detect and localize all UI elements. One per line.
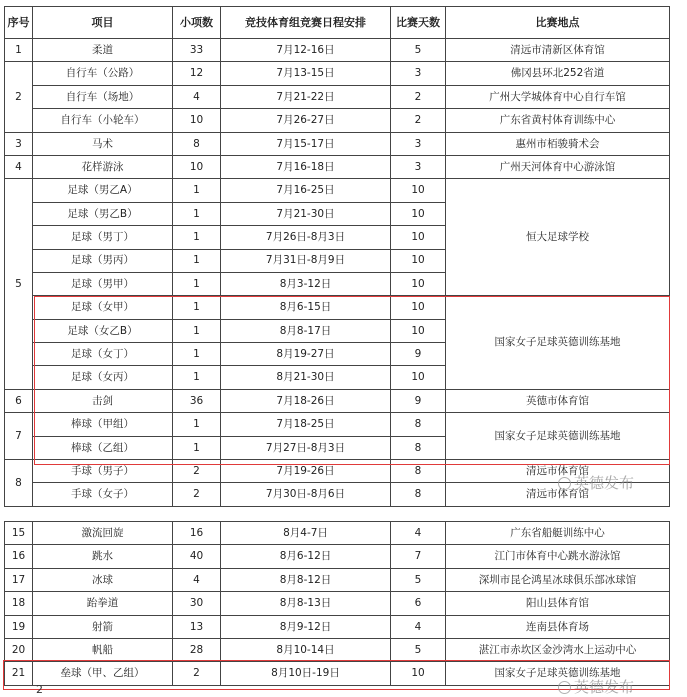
cell-venue: 清远市清新区体育馆	[446, 39, 670, 62]
watermark-text: 英德发布	[574, 474, 635, 492]
header-venue: 比赛地点	[446, 7, 670, 39]
cell-sub: 1	[173, 436, 221, 459]
cell-days: 4	[391, 522, 446, 545]
cell-event: 手球（男子）	[33, 460, 173, 483]
cell-days: 10	[391, 226, 446, 249]
cell-sub: 1	[173, 296, 221, 319]
cell-event: 足球（男乙A）	[33, 179, 173, 202]
cell-schedule: 7月12-16日	[221, 39, 391, 62]
cell-no: 20	[5, 638, 33, 661]
cell-schedule: 7月13-15日	[221, 62, 391, 85]
table-row	[5, 85, 670, 108]
cell-venue: 英德市体育馆	[446, 389, 670, 412]
cell-venue: 湛江市赤坎区金沙湾水上运动中心	[446, 638, 670, 661]
highlight-box-women-football	[34, 296, 670, 465]
cell-days: 2	[391, 109, 446, 132]
cell-days: 3	[391, 62, 446, 85]
cell-event: 足球（女乙B）	[33, 319, 173, 342]
cell-event: 射箭	[33, 615, 173, 638]
table-row	[5, 132, 670, 155]
cell-event: 击剑	[33, 389, 173, 412]
page-number-fragment: 2	[36, 683, 43, 696]
cell-days: 9	[391, 389, 446, 412]
cell-no: 3	[5, 132, 33, 155]
cell-days: 10	[391, 179, 446, 202]
cell-schedule: 8月9-12日	[221, 615, 391, 638]
header-no: 序号	[5, 7, 33, 39]
cell-schedule: 8月8-12日	[221, 568, 391, 591]
table-row	[5, 615, 670, 638]
cell-schedule: 7月16-25日	[221, 179, 391, 202]
cell-sub: 30	[173, 592, 221, 615]
cell-schedule: 7月26-27日	[221, 109, 391, 132]
cell-sub: 1	[173, 202, 221, 225]
cell-schedule: 7月15-17日	[221, 132, 391, 155]
cell-sub: 8	[173, 132, 221, 155]
cell-sub: 40	[173, 545, 221, 568]
cell-event: 跆拳道	[33, 592, 173, 615]
table-row	[5, 39, 670, 62]
header-days: 比赛天数	[391, 7, 446, 39]
table-row	[5, 179, 670, 202]
cell-days: 6	[391, 592, 446, 615]
cell-sub: 2	[173, 460, 221, 483]
cell-sub: 10	[173, 155, 221, 178]
cell-event: 足球（女甲）	[33, 296, 173, 319]
cell-event: 足球（男丁）	[33, 226, 173, 249]
cell-sub: 2	[173, 483, 221, 506]
cell-sub: 13	[173, 615, 221, 638]
cell-days: 10	[391, 296, 446, 319]
cell-schedule: 7月31日-8月9日	[221, 249, 391, 272]
table-row	[5, 522, 670, 545]
header-schedule: 竞技体育组竞赛日程安排	[221, 7, 391, 39]
cell-days: 8	[391, 460, 446, 483]
cell-venue: 江门市体育中心跳水游泳馆	[446, 545, 670, 568]
cell-schedule: 8月19-27日	[221, 343, 391, 366]
cell-no: 5	[5, 179, 33, 390]
cell-no: 21	[5, 662, 33, 685]
table-row	[5, 155, 670, 178]
table-row	[5, 592, 670, 615]
cell-venue: 广东省船艇训练中心	[446, 522, 670, 545]
cell-days: 10	[391, 366, 446, 389]
cell-venue: 阳山县体育馆	[446, 592, 670, 615]
cell-days: 5	[391, 638, 446, 661]
cell-event: 足球（男丙）	[33, 249, 173, 272]
cell-no: 2	[5, 62, 33, 132]
cell-days: 10	[391, 662, 446, 685]
cell-event: 柔道	[33, 39, 173, 62]
cell-venue: 国家女子足球英德训练基地	[446, 662, 670, 685]
cell-days: 10	[391, 249, 446, 272]
cell-venue: 佛冈县环北252省道	[446, 62, 670, 85]
cell-schedule: 8月8-17日	[221, 319, 391, 342]
cell-event: 自行车（场地）	[33, 85, 173, 108]
cell-no: 16	[5, 545, 33, 568]
cell-schedule: 7月30日-8月6日	[221, 483, 391, 506]
cell-schedule: 7月18-26日	[221, 389, 391, 412]
cell-schedule: 7月21-30日	[221, 202, 391, 225]
cell-sub: 33	[173, 39, 221, 62]
cell-sub: 28	[173, 638, 221, 661]
cell-schedule: 7月26日-8月3日	[221, 226, 391, 249]
cell-schedule: 8月3-12日	[221, 272, 391, 295]
cell-sub: 1	[173, 249, 221, 272]
cell-event: 花样游泳	[33, 155, 173, 178]
cell-schedule: 8月21-30日	[221, 366, 391, 389]
cell-no: 19	[5, 615, 33, 638]
cell-venue-merged: 国家女子足球英德训练基地	[446, 296, 670, 390]
cell-no: 15	[5, 522, 33, 545]
cell-days: 5	[391, 568, 446, 591]
cell-schedule: 8月6-12日	[221, 545, 391, 568]
table-row	[5, 109, 670, 132]
cell-venue: 清远市体育馆	[446, 483, 670, 506]
cell-schedule: 8月10日-19日	[221, 662, 391, 685]
cell-event: 帆船	[33, 638, 173, 661]
cell-days: 8	[391, 413, 446, 436]
cell-event: 手球（女子）	[33, 483, 173, 506]
cell-sub: 1	[173, 343, 221, 366]
cell-days: 5	[391, 39, 446, 62]
cell-days: 3	[391, 155, 446, 178]
cell-event: 冰球	[33, 568, 173, 591]
cell-schedule: 7月18-25日	[221, 413, 391, 436]
cell-sub: 12	[173, 62, 221, 85]
table-header-row	[5, 7, 670, 39]
cell-days: 10	[391, 272, 446, 295]
cell-venue: 广东省黄村体育训练中心	[446, 109, 670, 132]
cell-sub: 1	[173, 272, 221, 295]
cell-days: 9	[391, 343, 446, 366]
cell-sub: 4	[173, 85, 221, 108]
cell-days: 3	[391, 132, 446, 155]
watermark-text: 英德发布	[574, 678, 635, 696]
cell-no: 1	[5, 39, 33, 62]
cell-event: 马术	[33, 132, 173, 155]
cell-no: 18	[5, 592, 33, 615]
cell-event: 足球（男乙B）	[33, 202, 173, 225]
cell-venue: 惠州市栢骏骑术会	[446, 132, 670, 155]
cell-sub: 16	[173, 522, 221, 545]
cell-venue: 清远市体育馆	[446, 460, 670, 483]
cell-schedule: 8月6-15日	[221, 296, 391, 319]
cell-days: 10	[391, 319, 446, 342]
table-row	[5, 62, 670, 85]
cell-venue: 连南县体育场	[446, 615, 670, 638]
cell-venue-merged: 恒大足球学校	[446, 179, 670, 296]
cell-venue: 广州天河体育中心游泳馆	[446, 155, 670, 178]
cell-sub: 1	[173, 366, 221, 389]
cell-days: 8	[391, 483, 446, 506]
cell-sub: 10	[173, 109, 221, 132]
cell-event: 激流回旋	[33, 522, 173, 545]
cell-sub: 1	[173, 226, 221, 249]
cell-event: 垒球（甲、乙组）	[33, 662, 173, 685]
cell-sub: 2	[173, 662, 221, 685]
cell-event: 自行车（公路）	[33, 62, 173, 85]
watermark	[558, 472, 634, 493]
cell-sub: 4	[173, 568, 221, 591]
cell-sub: 1	[173, 319, 221, 342]
cell-schedule: 7月21-22日	[221, 85, 391, 108]
cell-event: 足球（女丙）	[33, 366, 173, 389]
cell-no: 6	[5, 389, 33, 412]
cell-schedule: 8月10-14日	[221, 638, 391, 661]
cell-venue: 广州大学城体育中心自行车馆	[446, 85, 670, 108]
cell-event: 棒球（甲组）	[33, 413, 173, 436]
cell-schedule: 8月8-13日	[221, 592, 391, 615]
cell-days: 7	[391, 545, 446, 568]
cell-no: 8	[5, 460, 33, 507]
cell-sub: 1	[173, 179, 221, 202]
table-row	[5, 568, 670, 591]
cell-days: 10	[391, 202, 446, 225]
cell-venue: 深圳市昆仑鸿星冰球俱乐部冰球馆	[446, 568, 670, 591]
cell-schedule: 8月4-7日	[221, 522, 391, 545]
cell-schedule: 7月27日-8月3日	[221, 436, 391, 459]
cell-event: 自行车（小轮车）	[33, 109, 173, 132]
cell-sub: 36	[173, 389, 221, 412]
cell-no: 4	[5, 155, 33, 178]
table-row	[5, 545, 670, 568]
cell-days: 8	[391, 436, 446, 459]
cell-event: 足球（男甲）	[33, 272, 173, 295]
header-sub-count: 小项数	[173, 7, 221, 39]
cell-event: 棒球（乙组）	[33, 436, 173, 459]
wechat-icon	[558, 477, 571, 490]
cell-venue-merged: 国家女子足球英德训练基地	[446, 413, 670, 460]
cell-days: 4	[391, 615, 446, 638]
header-event: 项目	[33, 7, 173, 39]
cell-event: 足球（女丁）	[33, 343, 173, 366]
table-row	[5, 638, 670, 661]
cell-event: 跳水	[33, 545, 173, 568]
cell-sub: 1	[173, 413, 221, 436]
cell-days: 2	[391, 85, 446, 108]
cell-schedule: 7月16-18日	[221, 155, 391, 178]
wechat-icon	[558, 681, 571, 694]
cell-schedule: 7月19-26日	[221, 460, 391, 483]
cell-no: 17	[5, 568, 33, 591]
cell-no: 7	[5, 413, 33, 460]
